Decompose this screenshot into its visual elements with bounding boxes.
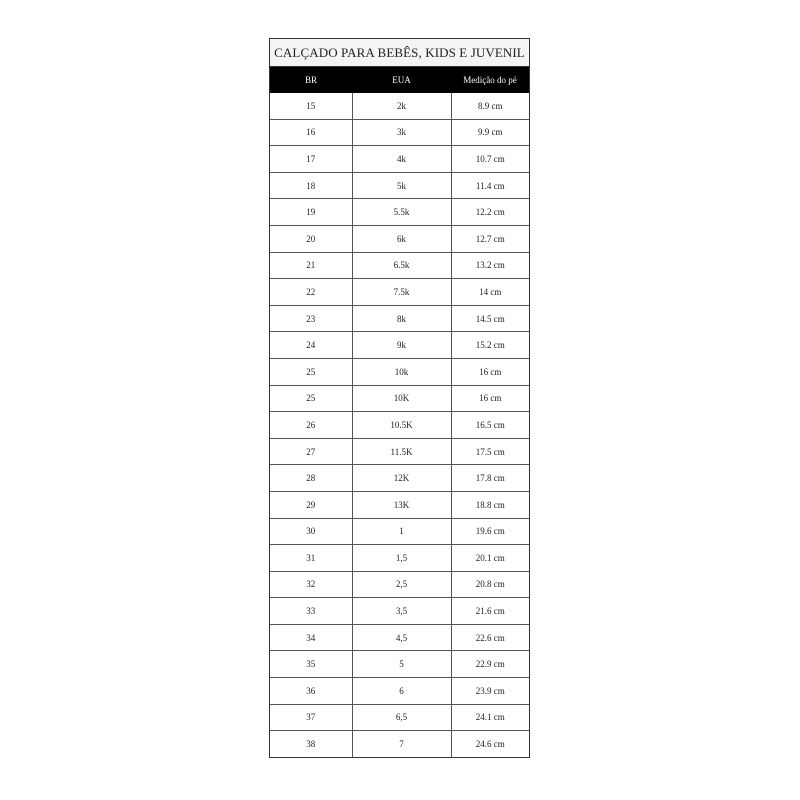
cell-foot-measure: 13.2 cm bbox=[451, 252, 529, 279]
cell-br: 25 bbox=[270, 385, 352, 412]
cell-eua: 1 bbox=[352, 518, 451, 545]
cell-foot-measure: 9.9 cm bbox=[451, 119, 529, 146]
table-row bbox=[270, 545, 529, 572]
cell-eua: 5 bbox=[352, 651, 451, 678]
table-header bbox=[270, 67, 529, 93]
table-row bbox=[270, 172, 529, 199]
cell-br: 20 bbox=[270, 225, 352, 252]
cell-eua: 8k bbox=[352, 305, 451, 332]
cell-foot-measure: 8.9 cm bbox=[451, 93, 529, 119]
cell-foot-measure: 24.6 cm bbox=[451, 731, 529, 757]
cell-eua: 6.5k bbox=[352, 252, 451, 279]
cell-eua: 10K bbox=[352, 385, 451, 412]
table-row bbox=[270, 225, 529, 252]
table-row bbox=[270, 199, 529, 226]
cell-foot-measure: 18.8 cm bbox=[451, 491, 529, 518]
cell-br: 36 bbox=[270, 678, 352, 705]
cell-eua: 6,5 bbox=[352, 704, 451, 731]
table-row bbox=[270, 465, 529, 492]
table-row bbox=[270, 571, 529, 598]
cell-br: 34 bbox=[270, 624, 352, 651]
table-row bbox=[270, 731, 529, 757]
cell-eua: 1,5 bbox=[352, 545, 451, 572]
cell-br: 35 bbox=[270, 651, 352, 678]
table-row bbox=[270, 518, 529, 545]
table-row bbox=[270, 704, 529, 731]
table-row bbox=[270, 279, 529, 306]
table-row bbox=[270, 93, 529, 119]
table-row bbox=[270, 358, 529, 385]
table-row bbox=[270, 305, 529, 332]
table-row bbox=[270, 146, 529, 173]
cell-eua: 7.5k bbox=[352, 279, 451, 306]
cell-eua: 12K bbox=[352, 465, 451, 492]
cell-br: 21 bbox=[270, 252, 352, 279]
cell-eua: 2,5 bbox=[352, 571, 451, 598]
cell-br: 31 bbox=[270, 545, 352, 572]
cell-foot-measure: 20.1 cm bbox=[451, 545, 529, 572]
table-row bbox=[270, 624, 529, 651]
cell-br: 26 bbox=[270, 412, 352, 439]
size-table bbox=[270, 67, 529, 757]
cell-br: 30 bbox=[270, 518, 352, 545]
cell-br: 19 bbox=[270, 199, 352, 226]
table-row bbox=[270, 385, 529, 412]
cell-br: 29 bbox=[270, 491, 352, 518]
cell-eua: 10k bbox=[352, 358, 451, 385]
cell-foot-measure: 17.5 cm bbox=[451, 438, 529, 465]
cell-foot-measure: 21.6 cm bbox=[451, 598, 529, 625]
table-row bbox=[270, 119, 529, 146]
cell-eua: 6 bbox=[352, 678, 451, 705]
cell-eua: 13K bbox=[352, 491, 451, 518]
cell-foot-measure: 14.5 cm bbox=[451, 305, 529, 332]
cell-eua: 9k bbox=[352, 332, 451, 359]
cell-foot-measure: 11.4 cm bbox=[451, 172, 529, 199]
cell-foot-measure: 12.2 cm bbox=[451, 199, 529, 226]
cell-br: 16 bbox=[270, 119, 352, 146]
column-header-eua: EUA bbox=[352, 67, 451, 93]
cell-br: 25 bbox=[270, 358, 352, 385]
table-row bbox=[270, 252, 529, 279]
table-row bbox=[270, 332, 529, 359]
table-row bbox=[270, 438, 529, 465]
cell-foot-measure: 20.8 cm bbox=[451, 571, 529, 598]
cell-foot-measure: 22.6 cm bbox=[451, 624, 529, 651]
cell-br: 37 bbox=[270, 704, 352, 731]
cell-br: 23 bbox=[270, 305, 352, 332]
size-chart bbox=[269, 38, 530, 758]
cell-foot-measure: 23.9 cm bbox=[451, 678, 529, 705]
cell-eua: 11.5K bbox=[352, 438, 451, 465]
cell-foot-measure: 16.5 cm bbox=[451, 412, 529, 439]
cell-br: 28 bbox=[270, 465, 352, 492]
cell-br: 33 bbox=[270, 598, 352, 625]
cell-eua: 2k bbox=[352, 93, 451, 119]
table-row bbox=[270, 412, 529, 439]
cell-foot-measure: 15.2 cm bbox=[451, 332, 529, 359]
column-header-br: BR bbox=[270, 67, 352, 93]
cell-foot-measure: 16 cm bbox=[451, 358, 529, 385]
cell-foot-measure: 19.6 cm bbox=[451, 518, 529, 545]
cell-foot-measure: 10.7 cm bbox=[451, 146, 529, 173]
cell-eua: 4,5 bbox=[352, 624, 451, 651]
cell-eua: 7 bbox=[352, 731, 451, 757]
cell-foot-measure: 22.9 cm bbox=[451, 651, 529, 678]
table-row bbox=[270, 651, 529, 678]
cell-eua: 5.5k bbox=[352, 199, 451, 226]
cell-eua: 6k bbox=[352, 225, 451, 252]
cell-foot-measure: 16 cm bbox=[451, 385, 529, 412]
cell-br: 24 bbox=[270, 332, 352, 359]
table-row bbox=[270, 491, 529, 518]
cell-br: 17 bbox=[270, 146, 352, 173]
cell-foot-measure: 17.8 cm bbox=[451, 465, 529, 492]
cell-br: 38 bbox=[270, 731, 352, 757]
column-header-foot-measure: Medição do pé bbox=[451, 67, 529, 93]
cell-eua: 3,5 bbox=[352, 598, 451, 625]
cell-br: 32 bbox=[270, 571, 352, 598]
chart-title: CALÇADO PARA BEBÊS, KIDS E JUVENIL bbox=[270, 39, 529, 67]
cell-br: 27 bbox=[270, 438, 352, 465]
cell-br: 22 bbox=[270, 279, 352, 306]
table-body bbox=[270, 93, 529, 757]
cell-foot-measure: 14 cm bbox=[451, 279, 529, 306]
cell-eua: 10.5K bbox=[352, 412, 451, 439]
cell-foot-measure: 24.1 cm bbox=[451, 704, 529, 731]
cell-br: 18 bbox=[270, 172, 352, 199]
cell-br: 15 bbox=[306, 100, 316, 111]
cell-foot-measure: 12.7 cm bbox=[451, 225, 529, 252]
table-row bbox=[270, 678, 529, 705]
cell-eua: 5k bbox=[352, 172, 451, 199]
cell-eua: 3k bbox=[352, 119, 451, 146]
table-row bbox=[270, 598, 529, 625]
cell-eua: 4k bbox=[352, 146, 451, 173]
